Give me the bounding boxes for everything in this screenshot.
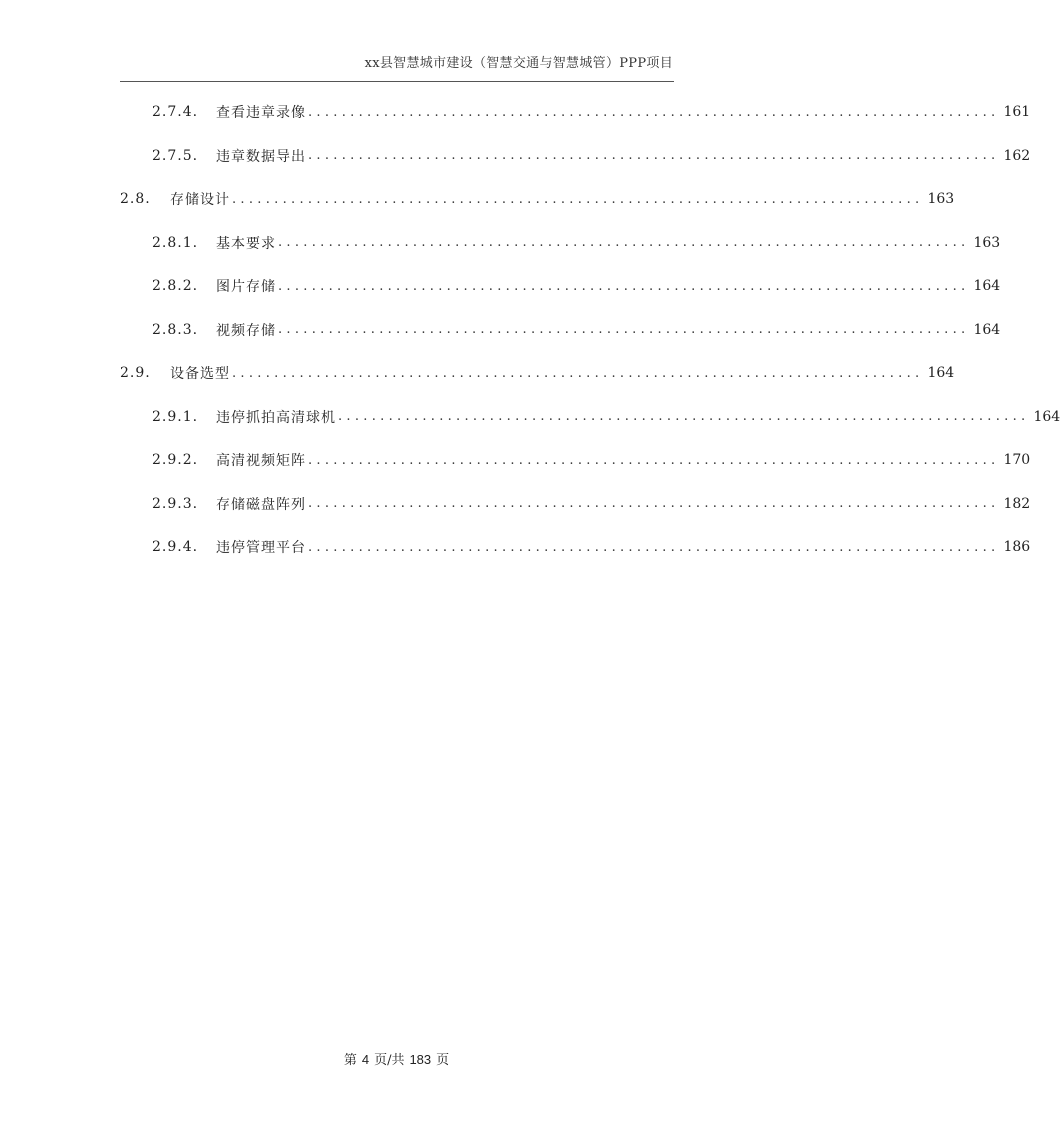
- toc-entry-title: 查看违章录像: [216, 105, 306, 121]
- toc-entry-page: 164: [973, 278, 1001, 294]
- toc-entry-number: 2.7.5.: [152, 147, 199, 164]
- toc-entry-title: 违停管理平台: [216, 540, 306, 556]
- toc-entry-title: 设备选型: [170, 366, 230, 382]
- toc-entry-title: 图片存储: [216, 279, 276, 295]
- toc-dot-leader: ..................................................................................: [278, 322, 970, 337]
- toc-entry-number: 2.9.1.: [152, 408, 199, 425]
- toc-entry-title: 违章数据导出: [216, 148, 306, 165]
- toc-entry-page: 163: [973, 234, 1001, 251]
- toc-entry-title: 视频存储: [216, 322, 276, 339]
- page-footer: [0, 1049, 793, 1068]
- toc-dot-leader: ..................................................................................: [232, 365, 924, 381]
- toc-entry[interactable]: [152, 144, 1031, 168]
- toc-entry-page: 162: [1003, 147, 1031, 164]
- toc-entry-page: 182: [1003, 495, 1031, 512]
- toc-entry-page: 186: [1003, 539, 1031, 555]
- toc-entry-number: 2.8.2.: [152, 278, 199, 294]
- toc-entry-page: 161: [1003, 104, 1031, 120]
- toc-entry-page: 163: [927, 191, 955, 207]
- toc-entry-number: 2.9.4.: [152, 539, 199, 555]
- footer-page-number: 4: [361, 1052, 370, 1067]
- toc-entry-number: 2.8.1.: [152, 234, 199, 251]
- page-header: xx县智慧城市建设（智慧交通与智慧城管）PPP项目: [364, 56, 673, 71]
- toc-entry-number: 2.7.4.: [152, 104, 199, 120]
- toc-entry[interactable]: [152, 492, 1031, 516]
- toc-entry[interactable]: [120, 361, 955, 385]
- footer-middle: 页/共: [374, 1053, 405, 1068]
- toc-dot-leader: ..................................................................................: [308, 452, 1000, 468]
- toc-entry-page: 170: [1003, 452, 1031, 468]
- toc-dot-leader: ..................................................................................: [308, 539, 1000, 555]
- toc-entry-number: 2.8.3.: [152, 321, 199, 338]
- toc-entry-page: 164: [973, 321, 1001, 338]
- toc-entry[interactable]: [152, 274, 1001, 298]
- toc-entry-number: 2.9.: [120, 365, 151, 381]
- footer-prefix: 第: [343, 1053, 357, 1068]
- footer-total-pages: 183: [409, 1052, 432, 1067]
- toc-entry-number: 2.9.3.: [152, 495, 199, 512]
- toc-dot-leader: ..................................................................................: [232, 191, 924, 207]
- toc-dot-leader: ..................................................................................: [308, 496, 1000, 511]
- toc-entry-page: 164: [927, 365, 955, 381]
- toc-entry-page: 164: [1033, 408, 1060, 425]
- toc-entry[interactable]: [152, 448, 1031, 472]
- toc-entry-title: 存储磁盘阵列: [216, 496, 306, 513]
- toc-entry[interactable]: [152, 231, 1001, 255]
- toc-entry[interactable]: [152, 318, 1001, 342]
- toc-entry-title: 存储设计: [170, 192, 230, 208]
- toc-entry-number: 2.9.2.: [152, 452, 199, 468]
- toc-dot-leader: ..................................................................................: [278, 278, 970, 294]
- toc-entry-title: 基本要求: [216, 235, 276, 252]
- toc-entry[interactable]: [152, 100, 1031, 124]
- toc-dot-leader: ..................................................................................: [308, 148, 1000, 163]
- toc-dot-leader: ..................................................................................: [278, 235, 970, 250]
- toc-entry-number: 2.8.: [120, 191, 151, 207]
- toc-entry-title: 高清视频矩阵: [216, 453, 306, 469]
- toc-entry-title: 违停抓拍高清球机: [216, 409, 336, 426]
- header-divider: [120, 81, 674, 82]
- footer-suffix: 页: [436, 1053, 450, 1068]
- toc-dot-leader: ..................................................................................: [338, 409, 1030, 424]
- toc-entry[interactable]: [120, 187, 955, 211]
- toc-entry[interactable]: [152, 535, 1031, 559]
- toc-entry[interactable]: [152, 405, 1060, 429]
- toc-dot-leader: ..................................................................................: [308, 104, 1000, 120]
